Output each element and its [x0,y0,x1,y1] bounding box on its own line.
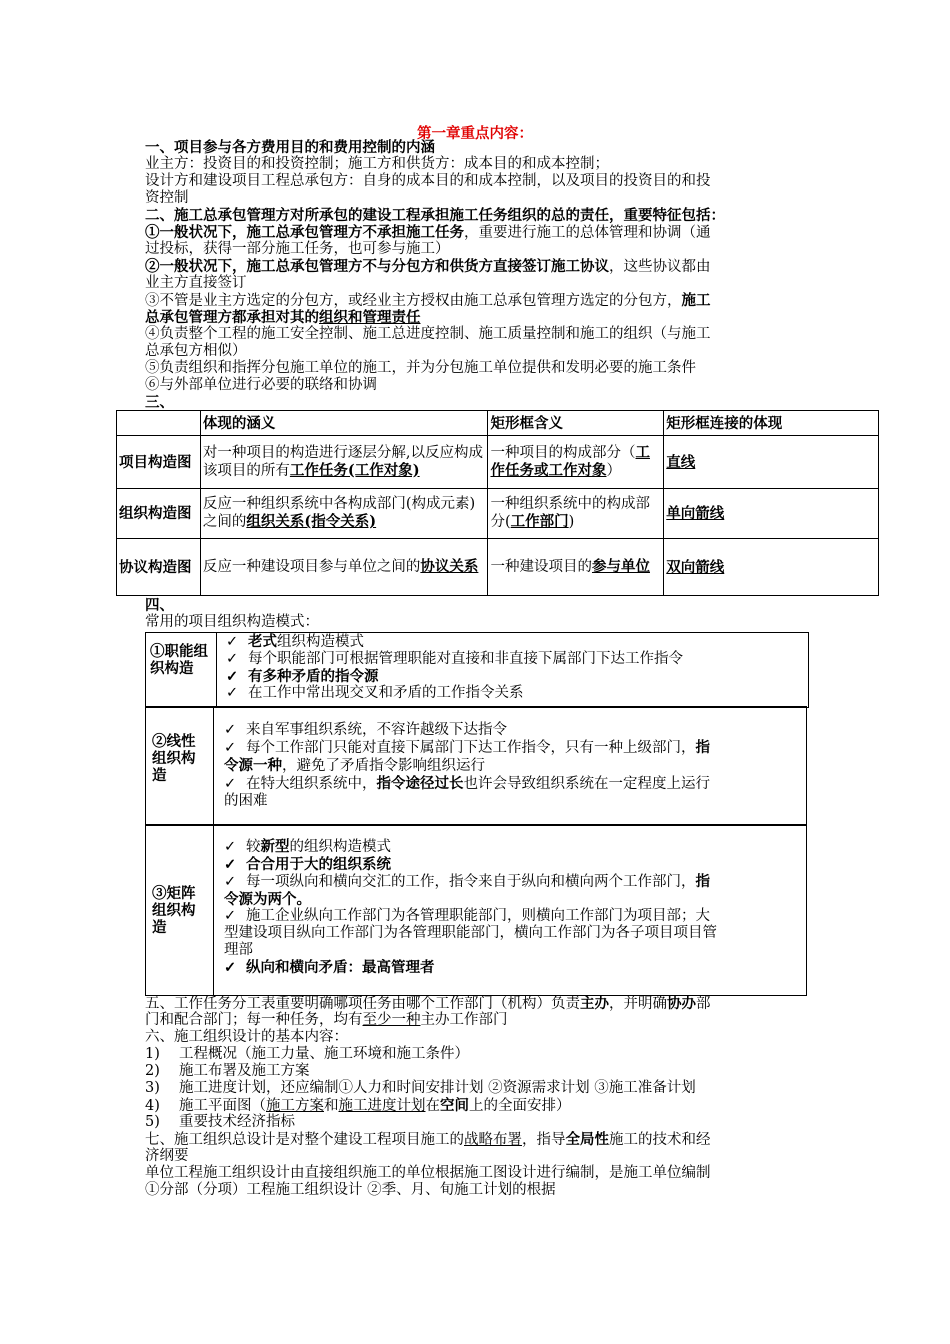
list-item: ✓ 每个工作部门只能对直接下属部门下达工作指令，只有一种上级部门，指 [224,739,710,756]
check-icon: ✓ [224,722,237,738]
table-row [117,539,879,596]
section-2-point: ④负责整个工程的施工安全控制、施工总进度控制、施工质量控制和施工的组织（与施工 [145,326,711,342]
section-7-line: 济纲要 [145,1148,189,1164]
check-icon: ✓ [224,740,237,756]
section-6-item: 2) 施工布署及施工方案 [145,1063,310,1079]
section-1-line: 业主方：投资目的和投资控制；施工方和供货方：成本目的和成本控制； [145,156,609,172]
list-item: ✓ 较新型的组织构造模式 [224,838,391,855]
table-cell: 反应一种组织系统中各构成部门(构成元素)之间的组织关系(指令关系) [200,489,488,539]
section-2-point: ⑤负责组织和指挥分包施工单位的施工，并为分包施工单位提供和发明必要的施工条件 [145,360,696,376]
structure-table [116,410,879,596]
section-2-line: 总承包方相似） [145,343,247,359]
section-6-item: 3) 施工进度计划，还应编制①人力和时间安排计划 ②资源需求计划 ③施工准备计划 [145,1080,696,1096]
list-item: ✓ 老式组织构造模式 [226,633,364,650]
list-item: 令源为两个。 [224,891,311,908]
list-item: ✓ 来自军事组织系统，不容许越级下达指令 [224,722,507,738]
linear-structure-points [224,722,710,810]
list-item: ✓ 纵向和横向矛盾：最高管理者 [224,959,435,976]
table-header-cell [117,411,201,436]
list-item: ✓ 有多种矛盾的指令源 [226,668,379,685]
table-cell: 一种建设项目的参与单位 [488,539,664,596]
check-icon: ✓ [224,776,237,792]
section-6-item: 4) 施工平面图（施工方案和施工进度计划在空间上的全面安排） [145,1097,571,1114]
section-5-line: 门和配合部门；每一种任务，均有至少一种主办工作部门 [145,1012,508,1028]
check-icon: ✓ [226,685,239,701]
section-1-line: 资控制 [145,190,189,206]
table-cell: 直线 [664,436,879,489]
linear-structure-label: ②线性组织构造 [152,733,196,784]
row-label: 组织构造图 [117,489,201,539]
section-6-heading: 六、施工组织设计的基本内容： [145,1029,348,1045]
list-item: 的困难 [224,793,268,809]
matrix-structure-points [224,838,717,976]
matrix-structure-label: ③矩阵组织构造 [152,885,196,936]
table-cell: 对一种项目的构造进行逐层分解,以反应构成该项目的所有工作任务(工作对象) [200,436,488,489]
list-item: ✓ 每一项纵向和横向交汇的工作，指令来自于纵向和横向两个工作部门，指 [224,873,710,890]
chapter-title: 第一章重点内容： [417,125,533,142]
row-label: 协议构造图 [117,539,201,596]
section-2-point: ①一般状况下，施工总承包管理方不承担施工任务，重要进行施工的总体管理和协调（通 [145,224,711,241]
check-icon: ✓ [226,651,239,667]
section-7-line: ①分部（分项）工程施工组织设计 ②季、月、旬施工计划的根据 [145,1182,556,1198]
section-2-point: ③不管是业主方选定的分包方，或经业主方授权由施工总承包管理方选定的分包方，施工 [145,292,711,309]
section-2-point: ②一般状况下，施工总承包管理方不与分包方和供货方直接签订施工协议，这些协议都由 [145,258,711,275]
table-cell: 单向箭线 [664,489,879,539]
section-5-line: 五、工作任务分工表重要明确哪项任务由哪个工作部门（机构）负责主办，并明确协办部 [145,995,711,1012]
functional-structure-points [226,633,683,702]
list-item: ✓ 在工作中常出现交叉和矛盾的工作指令关系 [226,685,524,701]
table-header-cell: 矩形框含义 [488,411,664,436]
section-6-item: 1) 工程概况（施工力量、施工环境和施工条件） [145,1046,469,1062]
check-icon: ✓ [226,668,239,685]
row-label: 项目构造图 [117,436,201,489]
list-item: 型建设项目纵向工作部门为各管理职能部门，横向工作部门为各子项目项目管 [224,925,717,941]
check-icon: ✓ [224,908,237,924]
table-row [117,436,879,489]
section-2-line: 总承包管理方都承担对其的组织和管理责任 [145,309,421,326]
check-icon: ✓ [224,856,237,873]
section-2-heading: 二、施工总承包管理方对所承包的建设工程承担施工任务组织的总的责任，重要特征包括： [145,207,725,224]
section-4-heading: 四、 [145,597,174,614]
table-cell: 双向箭线 [664,539,879,596]
section-6-item: 5) 重要技术经济指标 [145,1114,295,1130]
section-2-point: ⑥与外部单位进行必要的联络和协调 [145,377,377,393]
table-header-row [117,411,879,436]
check-icon: ✓ [224,839,237,855]
table-cell: 一种项目的构成部分（工作任务或工作对象） [488,436,664,489]
section-1-heading: 一、项目参与各方费用目的和费用控制的内涵 [145,139,435,156]
list-item: ✓ 施工企业纵向工作部门为各管理职能部门，则横向工作部门为项目部；大 [224,908,710,924]
list-item: ✓ 合合用于大的组织系统 [224,856,391,873]
list-item: ✓ 每个职能部门可根据管理职能对直接和非直接下属部门下达工作指令 [226,651,683,667]
section-7-line: 七、施工组织总设计是对整个建设工程项目施工的战略布署，指导全局性施工的技术和经 [145,1131,711,1148]
table-header-cell: 体现的涵义 [200,411,488,436]
section-7-line: 单位工程施工组织设计由直接组织施工的单位根据施工图设计进行编制，是施工单位编制 [145,1165,711,1181]
list-item: 令源一种，避免了矛盾指令影响组织运行 [224,757,485,774]
check-icon: ✓ [224,959,237,976]
list-item: ✓ 在特大组织系统中，指令途径过长也许会导致组织系统在一定程度上运行 [224,775,710,792]
section-4-subtitle: 常用的项目组织构造模式： [145,614,319,630]
section-2-line: 过投标，获得一部分施工任务，也可参与施工） [145,241,450,257]
check-icon: ✓ [226,634,239,650]
list-item: 理部 [224,942,253,958]
table-row [117,489,879,539]
section-1-line: 设计方和建设项目工程总承包方：自身的成本目的和成本控制，以及项目的投资目的和投 [145,173,711,189]
table-cell: 反应一种建设项目参与单位之间的协议关系 [200,539,488,596]
check-icon: ✓ [224,874,237,890]
section-2-line: 业主方直接签订 [145,275,247,291]
table-cell: 一种组织系统中的构成部分(工作部门) [488,489,664,539]
functional-structure-label: ①职能组织构造 [150,643,208,677]
table-header-cell: 矩形框连接的体现 [664,411,879,436]
section-3-heading: 三、 [145,394,174,411]
